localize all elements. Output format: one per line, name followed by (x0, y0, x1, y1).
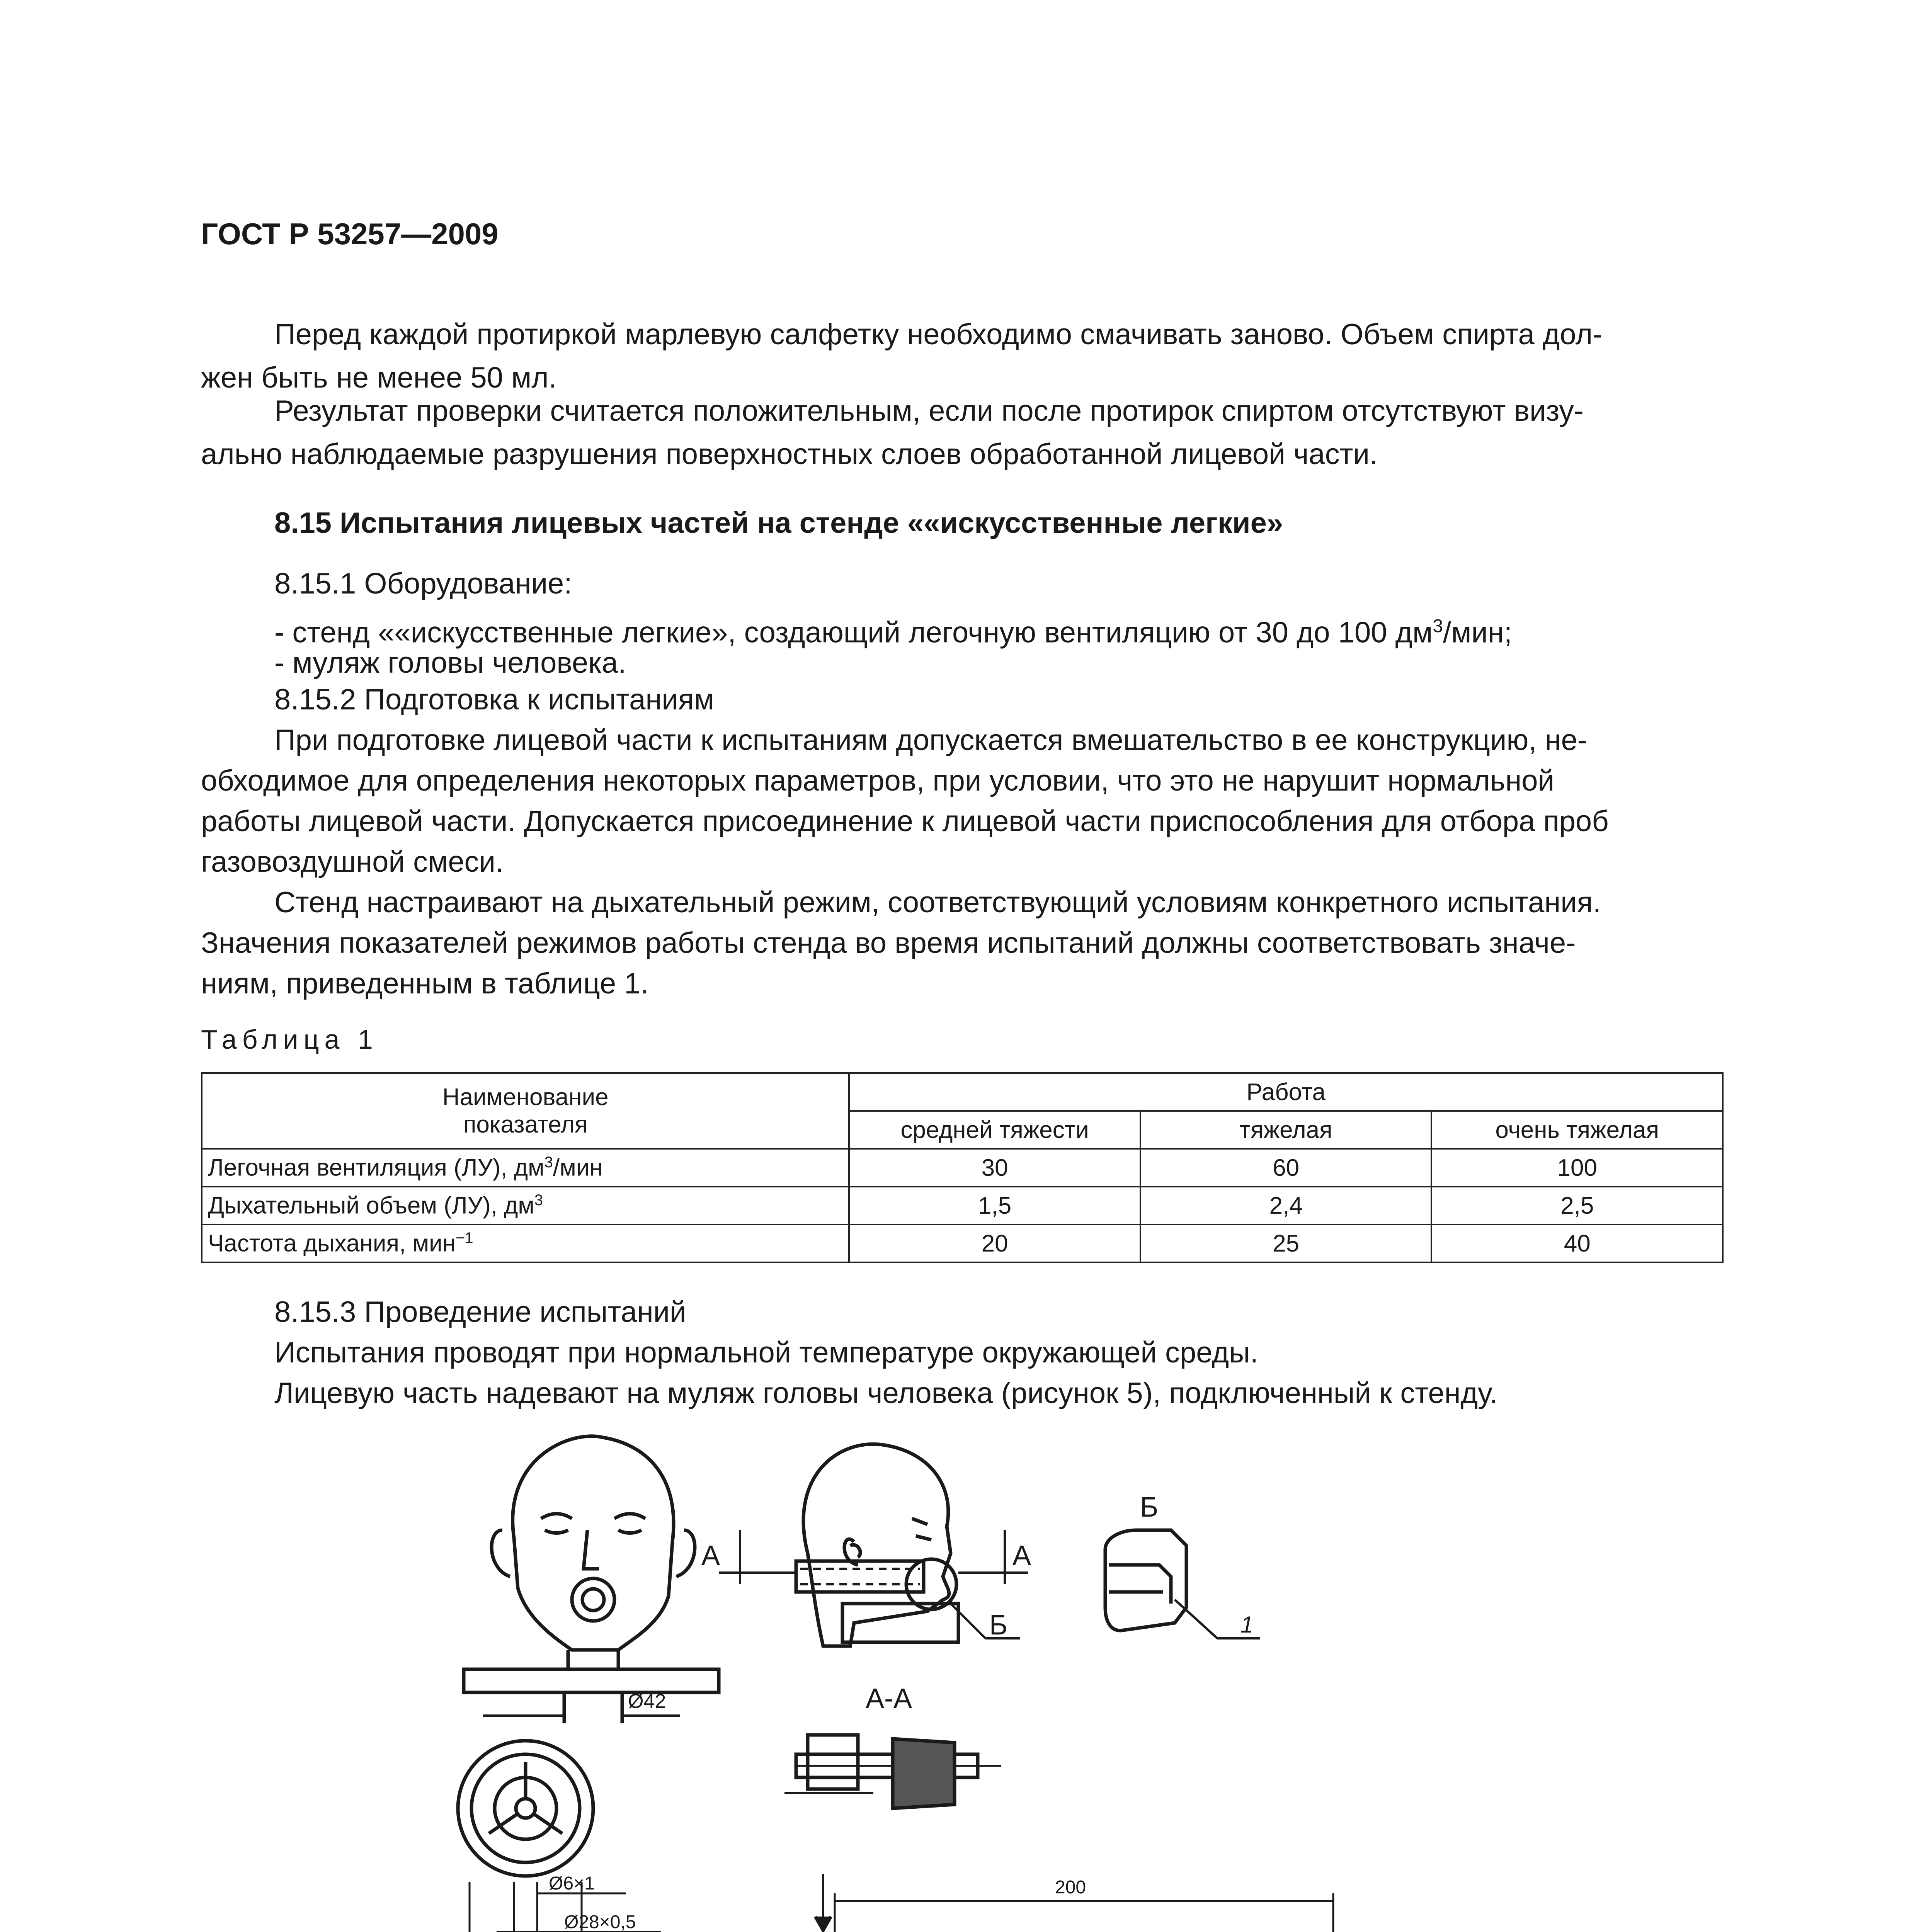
dim-diameter-28: Ø28×0,5 (564, 1912, 636, 1932)
table-header-col: средней тяжести (849, 1111, 1140, 1149)
section-label-a-left: А (701, 1540, 720, 1571)
table-row (202, 1187, 1723, 1225)
header-line: показателя (463, 1111, 588, 1138)
paragraph-line: обходимое для определения некоторых параметров, при условии, что это не нарушит нормальной (201, 764, 1554, 797)
paragraph-line: ниям, приведенным в таблице 1. (201, 967, 649, 1000)
superscript: 3 (544, 1154, 553, 1171)
equipment-item: - муляж головы человека. (274, 646, 626, 679)
paragraph-line: Испытания проводят при нормальной температуре окружающей среды. (274, 1336, 1258, 1369)
table-cell: 20 (849, 1225, 1140, 1262)
paragraph-line: ально наблюдаемые разрушения поверхностных слоев обработанной лицевой части. (201, 438, 1378, 471)
figure-head-model (425, 1430, 1584, 1932)
row-label-text: Частота дыхания, мин (208, 1230, 456, 1257)
row-label (202, 1187, 849, 1225)
tube-assembly (599, 1874, 1391, 1932)
paragraph-line: Перед каждой протиркой марлевую салфетку необходимо смачивать заново. Объем спирта дол- (274, 318, 1603, 351)
superscript: −1 (455, 1230, 473, 1247)
header-line: Наименование (442, 1084, 609, 1111)
row-label (202, 1225, 849, 1262)
table-cell: 1,5 (849, 1187, 1140, 1225)
subsection-heading: 8.15.1 Оборудование: (274, 567, 572, 600)
head-front-view (464, 1436, 719, 1723)
detail-title-b: Б (1140, 1492, 1159, 1523)
row-label-unit: /мин (553, 1154, 603, 1181)
section-label-a-right: А (1012, 1540, 1031, 1571)
equipment-item-text: - стенд ««искусственные легкие», создающий легочную вентиляцию от 30 до 100 дм (274, 616, 1433, 649)
superscript: 3 (1433, 616, 1443, 636)
table-cell: 60 (1140, 1149, 1432, 1187)
paragraph-line: Стенд настраивают на дыхательный режим, соответствующий условиям конкретного испытания. (274, 886, 1601, 919)
subsection-heading: 8.15.3 Проведение испытаний (274, 1296, 686, 1328)
head-side-view (719, 1444, 1028, 1646)
dim-diameter-6: Ø6×1 (549, 1873, 595, 1894)
document-header: ГОСТ Р 53257—2009 (201, 217, 499, 251)
table-cell: 25 (1140, 1225, 1432, 1262)
table-cell: 100 (1431, 1149, 1723, 1187)
superscript: 3 (534, 1192, 543, 1209)
paragraph-line: работы лицевой части. Допускается присоединение к лицевой части приспособления для отбора проб (201, 805, 1609, 838)
paragraph-line: При подготовке лицевой части к испытаниям допускается вмешательство в ее конструкцию, не- (274, 724, 1588, 757)
data-table (201, 1072, 1724, 1263)
table-cell: 2,5 (1431, 1187, 1723, 1225)
table-cell: 40 (1431, 1225, 1723, 1262)
dim-length-200: 200 (1055, 1877, 1086, 1898)
table-cell: 30 (849, 1149, 1140, 1187)
section-title-aa: А-А (866, 1683, 912, 1714)
row-label-text: Дыхательный объем (ЛУ), дм (208, 1192, 534, 1219)
equipment-item-unit: /мин; (1443, 616, 1512, 649)
table-header-col: тяжелая (1140, 1111, 1432, 1149)
row-label (202, 1149, 849, 1187)
table-row (202, 1149, 1723, 1187)
paragraph-line: Лицевую часть надевают на муляж головы человека (рисунок 5), подключенный к стенду. (274, 1377, 1498, 1410)
head-bottom-view (458, 1741, 661, 1932)
row-label-text: Легочная вентиляция (ЛУ), дм (208, 1154, 545, 1181)
paragraph-line: жен быть не менее 50 мл. (201, 361, 557, 394)
callout-1: 1 (1240, 1612, 1254, 1638)
detail-label-b: Б (989, 1610, 1008, 1641)
table-header-group: Работа (849, 1073, 1723, 1111)
table-caption: Таблица 1 (201, 1024, 378, 1054)
section-aa-view (784, 1735, 1001, 1808)
paragraph-line: газовоздушной смеси. (201, 845, 504, 878)
table-header-col: очень тяжелая (1431, 1111, 1723, 1149)
paragraph-line: Значения показателей режимов работы стенда во время испытаний должны соответствовать значе- (201, 927, 1576, 959)
dim-diameter-42: Ø42 (628, 1690, 666, 1713)
table-header-name (202, 1073, 849, 1149)
subsection-heading: 8.15.2 Подготовка к испытаниям (274, 683, 715, 716)
paragraph-line: Результат проверки считается положительным, если после протирок спиртом отсутствуют визу- (274, 395, 1584, 427)
detail-b-view (1105, 1530, 1260, 1638)
section-title: 8.15 Испытания лицевых частей на стенде ««искусственные легкие» (274, 507, 1283, 539)
table-cell: 2,4 (1140, 1187, 1432, 1225)
table-row (202, 1225, 1723, 1262)
